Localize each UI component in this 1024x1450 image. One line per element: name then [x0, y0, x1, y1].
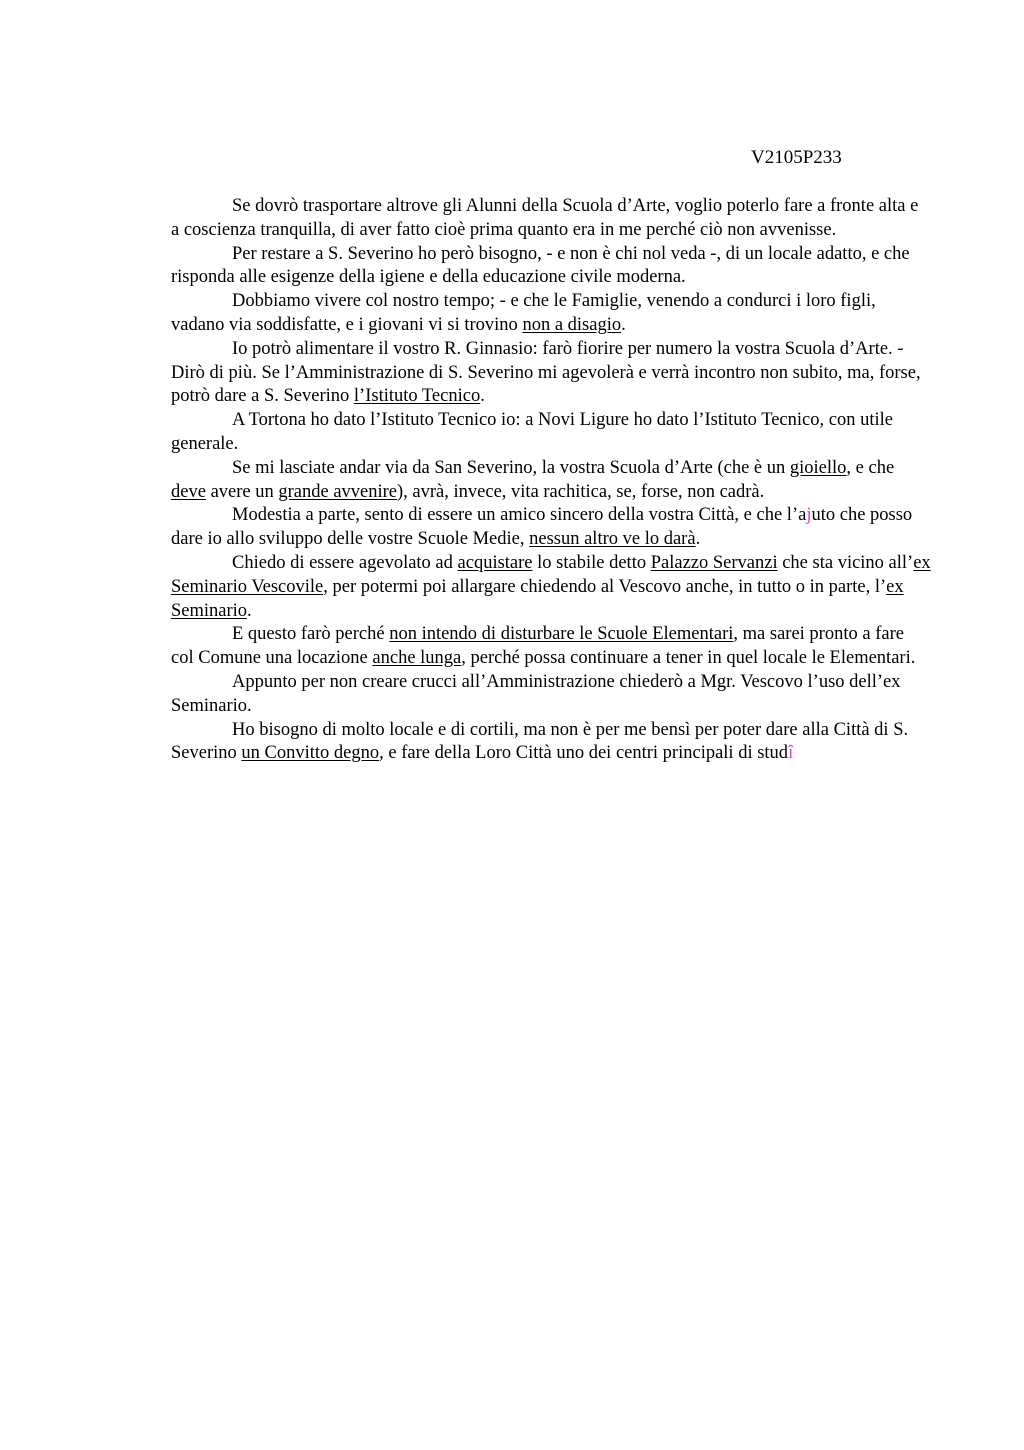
underlined-phrase: non a disagio	[522, 314, 622, 335]
underlined-phrase: Palazzo Servanzi	[650, 552, 778, 573]
text-run: A Tortona ho dato l’Istituto Tecnico io: a Novi Ligure ho dato l’Istituto Tecnico, con utile generale.	[171, 410, 893, 454]
letter-body	[171, 195, 931, 766]
underlined-phrase: anche lunga	[372, 648, 462, 669]
underlined-phrase: acquistare	[457, 552, 533, 573]
text-run: avere un	[205, 481, 279, 502]
paragraph	[171, 719, 931, 767]
text-run: , ma sarei pronto a fare col Comune una locazione	[171, 624, 904, 669]
text-run: .	[695, 529, 701, 550]
text-run: .	[621, 314, 626, 335]
text-run: Per restare a S. Severino ho però bisogno, - e non è chi nol veda -, di un locale adatto, e che risponda alle esigenze della igiene e della educazione civile moderna.	[171, 243, 910, 288]
text-run: Chiedo di essere agevolato ad	[232, 552, 458, 573]
text-run: , perché possa continuare a tener in quel locale le Elementari.	[461, 648, 916, 669]
highlighted-character: î	[788, 743, 794, 764]
underlined-phrase: ex Seminario	[171, 576, 904, 621]
underlined-phrase: un Convitto degno	[241, 743, 380, 764]
paragraph	[171, 504, 931, 552]
text-run: , e che	[846, 457, 895, 478]
underlined-phrase: gioiello	[789, 457, 847, 478]
text-run: Dobbiamo vivere col nostro tempo; - e che le Famiglie, venendo a condurci i loro figli, vadano via soddisfatte, e i giovani vi si trovino	[171, 291, 876, 335]
text-run: Io potrò alimentare il vostro R. Ginnasio: farò fiorire per numero la vostra Scuola d’Arte. - Dirò di più. Se l’Amministrazione di S. Severino mi agevolerà e verrà incontro non subito, ma, forse, potrò dare a S. Severino	[171, 338, 921, 407]
paragraph	[171, 552, 931, 623]
page-reference: V2105P233	[751, 147, 842, 168]
text-run: Se dovrò trasportare altrove gli Alunni della Scuola d’Arte, voglio poterlo fare a fronte alta e a coscienza tranquilla, di aver fatto cioè prima quanto era in me perché ciò non avvenisse.	[171, 196, 919, 240]
paragraph	[171, 195, 931, 243]
underlined-phrase: nessun altro ve lo darà	[529, 529, 696, 550]
text-run: Modestia a parte, sento di essere un amico sincero della vostra Città, e che l’a	[232, 505, 807, 526]
text-run: uto che posso dare io allo sviluppo delle vostre Scuole Medie,	[171, 505, 913, 550]
text-run: .	[480, 386, 485, 407]
underlined-phrase: deve	[171, 481, 206, 502]
text-run: che sta vicino all’	[777, 552, 914, 573]
text-run: , e fare della Loro Città uno dei centri principali di stud	[379, 743, 789, 764]
text-run: E questo farò perché	[232, 624, 390, 645]
text-run: Se mi lasciate andar via da San Severino, la vostra Scuola d’Arte (che è un	[232, 457, 790, 478]
text-run: ), avrà, invece, vita rachitica, se, forse, non cadrà.	[397, 481, 765, 502]
paragraph	[171, 457, 931, 505]
highlighted-character: j	[806, 505, 812, 526]
text-run: , per potermi poi allargare chiedendo al Vescovo anche, in tutto o in parte, l’	[323, 576, 887, 597]
text-run: lo stabile detto	[532, 552, 651, 573]
underlined-phrase: l’Istituto Tecnico	[353, 386, 481, 407]
text-run: .	[247, 600, 252, 621]
underlined-phrase: non intendo di disturbare le Scuole Elementari	[389, 624, 734, 645]
text-run: Appunto per non creare crucci all’Amministrazione chiederò a Mgr. Vescovo l’uso dell’ex Seminario.	[171, 671, 901, 716]
paragraph	[171, 623, 931, 671]
paragraph	[171, 338, 931, 409]
paragraph	[171, 243, 931, 291]
paragraph	[171, 671, 931, 719]
underlined-phrase: ex Seminario Vescovile	[171, 552, 931, 597]
text-run: Ho bisogno di molto locale e di cortili, ma non è per me bensì per poter dare alla Città di S. Severino	[171, 719, 909, 764]
paragraph	[171, 409, 931, 457]
paragraph	[171, 290, 931, 338]
underlined-phrase: grande avvenire	[278, 481, 398, 502]
